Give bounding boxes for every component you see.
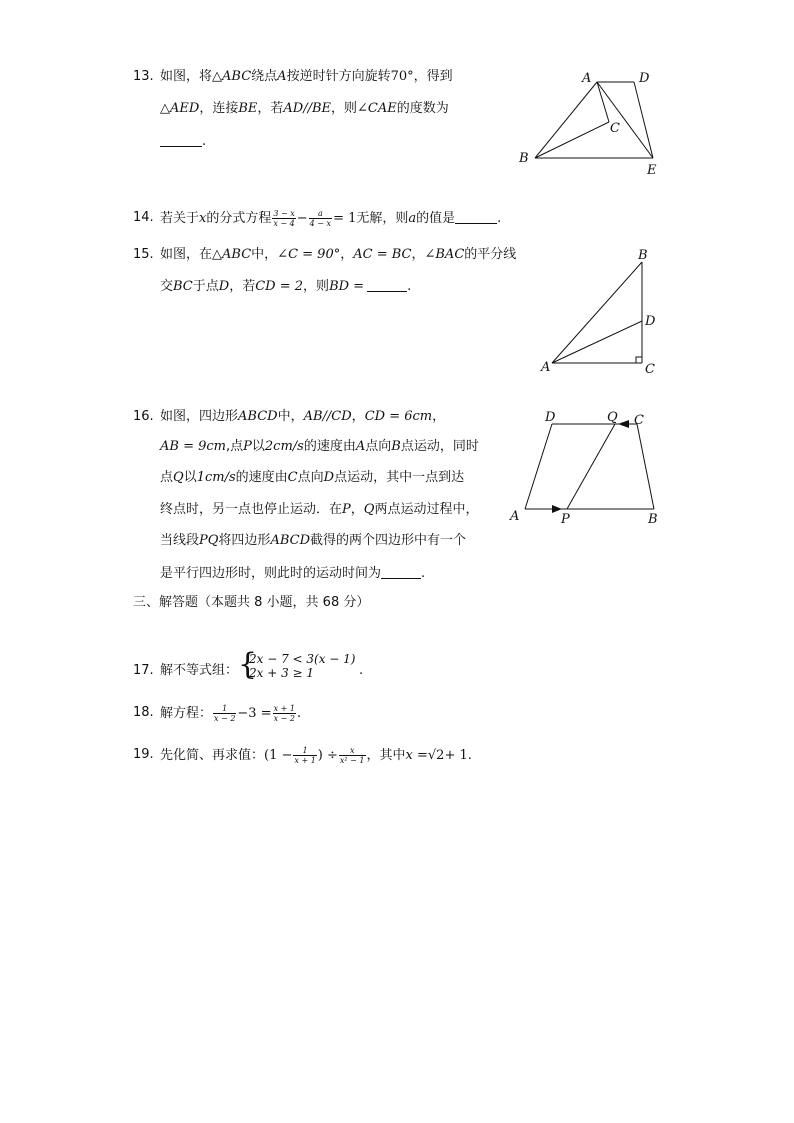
q16-line-5: 当线段PQ将四边形ABCD截得的两个四边形中有一个 (160, 533, 467, 548)
inequality-1: 2x − 7 < 3(x − 1) (249, 652, 356, 666)
q15-label-C: C (645, 362, 655, 377)
q13-label-E: E (647, 163, 657, 178)
q13-label-C: C (610, 121, 620, 136)
section-heading: 三、解答题（本题共 8 小题，共 68 分） (133, 595, 370, 610)
inequality-system (238, 647, 363, 683)
q13-line-2: △AED，连接BE，若AD//BE，则∠CAE的度数为 (160, 101, 449, 116)
fraction: $\frac{1}{x + 1}$ (294, 746, 316, 765)
q16-label-P: P (561, 512, 570, 527)
question-number: 17. (133, 663, 154, 678)
q13-label-B: B (519, 151, 529, 166)
answer-blank (455, 209, 497, 224)
inequality-2: 2x + 3 ≥ 1 (249, 666, 315, 680)
q15-line-1: 如图，在△ABC中，∠C = 90°，AC = BC，∠BAC的平分线 (160, 247, 517, 262)
q16-line-1: 如图，四边形ABCD中，AB//CD，CD = 6cm， (160, 409, 446, 424)
question-number: 18. (133, 705, 154, 720)
answer-blank (367, 277, 407, 292)
q15-label-B: B (638, 248, 648, 263)
q18-line: 解方程： $\frac{1}{x - 2}$ −3 = $\frac{x + 1}{x - 2}$ . (160, 704, 302, 723)
question-number: 19. (133, 747, 154, 762)
answer-blank (381, 564, 421, 579)
q16-label-B: B (648, 512, 658, 527)
question-number: 16. (133, 409, 154, 424)
fraction: $\frac{x + 1}{x - 2}$ (273, 704, 295, 723)
q15-label-A: A (541, 360, 551, 375)
q14-line-1: 若关于x的分式方程 $\frac{3 - x}{x - 4}$ − $\frac{a}{4 - x}$ = 1无解，则a的值是 . (160, 209, 502, 228)
q15-figure (535, 246, 665, 381)
q13-line-1: 如图，将△ABC绕点A按逆时针方向旋转70°，得到 (160, 69, 453, 84)
arrow-icon (618, 420, 629, 428)
q16-line-3: 点Q以1cm/s的速度由C点向D点运动，其中一点到达 (160, 470, 465, 485)
q13-label-A: A (582, 71, 592, 86)
answer-blank (160, 132, 202, 147)
q13-figure (510, 66, 670, 181)
question-number: 13. (133, 69, 154, 84)
q16-line-4: 终点时，另一点也停止运动．在P，Q两点运动过程中， (160, 502, 479, 517)
brace: { (238, 647, 258, 682)
fraction: $\frac{3 - x}{x - 4}$ (273, 209, 295, 228)
q19-line: 先化简、再求值：(1 − $\frac{1}{x + 1}$ ) ÷ $\frac{x}{\text{x² − 1}}$ ，其中x =√2+ 1. (160, 746, 472, 765)
q16-figure (505, 405, 670, 530)
fraction: $\frac{x}{\text{x² − 1}}$ (339, 746, 365, 765)
question-number: 14. (133, 210, 154, 225)
q16-label-C: C (634, 413, 644, 428)
q16-label-A: A (510, 509, 520, 524)
question-number: 15. (133, 247, 154, 262)
fraction: $\frac{1}{x - 2}$ (214, 704, 236, 723)
q13-label-D: D (639, 71, 650, 86)
q15-line-2: 交BC于点D，若CD = 2，则BD = . (160, 279, 412, 294)
q17-prompt: 解不等式组： (160, 663, 239, 678)
q15-label-D: D (645, 314, 656, 329)
fraction: $\frac{a}{4 - x}$ (309, 209, 332, 228)
q16-label-Q: Q (607, 410, 618, 425)
sqrt-value: √2 (427, 748, 445, 763)
q13-line-3: . (160, 132, 206, 151)
q16-line-6: 是平行四边形时，则此时的运动时间为 . (160, 566, 426, 581)
q16-label-D: D (545, 410, 556, 425)
q16-line-2: AB = 9cm,点P以2cm/s的速度由A点向B点运动，同时 (160, 439, 479, 454)
